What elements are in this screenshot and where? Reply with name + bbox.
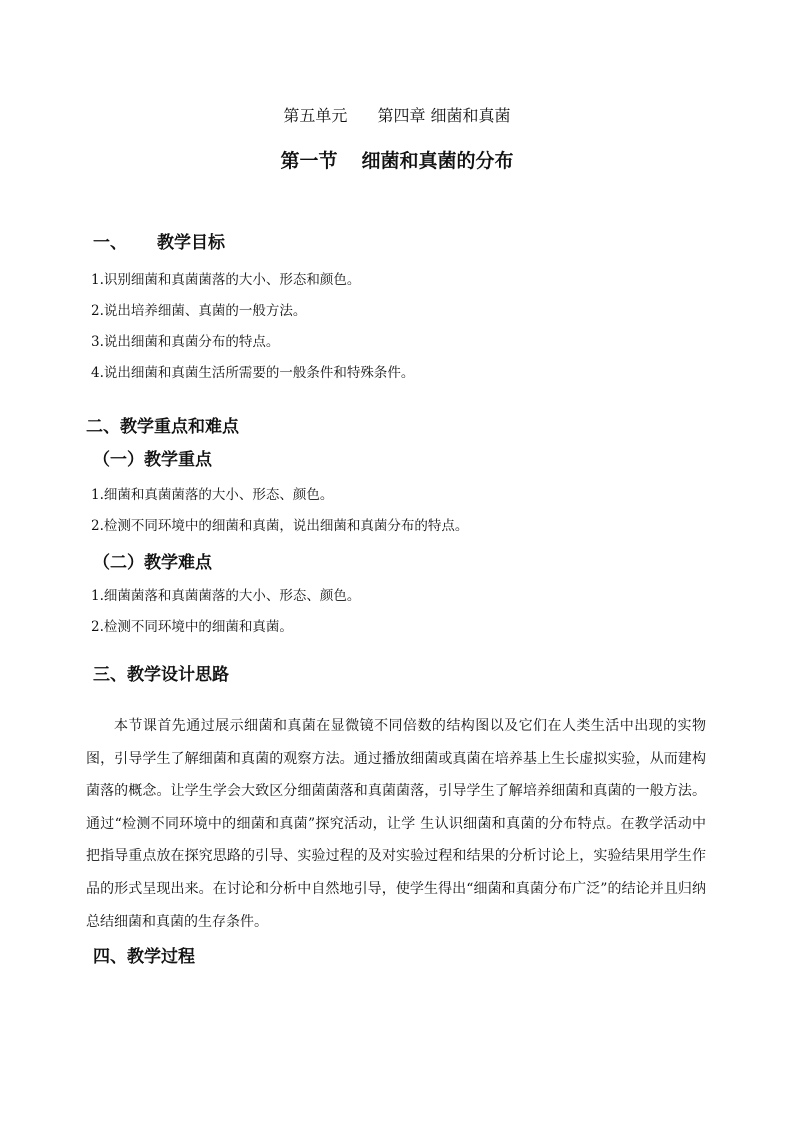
unit-chapter-line [0, 103, 794, 126]
unit-label: 第五单元 [283, 106, 348, 125]
list-item: 1.细菌和真菌菌落的大小、形态、颜色。 [91, 487, 334, 503]
list-item: 2.检测不同环境中的细菌和真菌，说出细菌和真菌分布的特点。 [91, 518, 469, 534]
design-paragraph [86, 710, 706, 938]
focus-heading: （一）教学重点 [93, 450, 212, 470]
list-item: 1.细菌菌落和真菌菌落的大小、形态、颜色。 [91, 588, 361, 604]
list-item: 1.识别细菌和真菌菌落的大小、形态和颜色。 [91, 272, 361, 288]
key-points-heading: 二、教学重点和难点 [86, 417, 239, 437]
objectives-heading [93, 228, 225, 253]
list-item: 4.说出细菌和真菌生活所需要的一般条件和特殊条件。 [91, 365, 415, 381]
section-title [0, 146, 794, 173]
list-item: 2.说出培养细菌、真菌的一般方法。 [91, 303, 307, 319]
list-item: 3.说出细菌和真菌分布的特点。 [91, 334, 280, 350]
objectives-heading-text: 教学目标 [157, 233, 225, 253]
difficulty-heading: （二）教学难点 [93, 553, 212, 573]
design-heading: 三、教学设计思路 [93, 665, 229, 685]
section-name: 细菌和真菌的分布 [361, 150, 514, 172]
chapter-title: 细菌和真菌 [430, 106, 511, 125]
process-heading: 四、教学过程 [93, 947, 195, 967]
list-item: 2.检测不同环境中的细菌和真菌。 [91, 619, 293, 635]
design-paragraph-text: 本节课首先通过展示细菌和真菌在显微镜不同倍数的结构图以及它们在人类生活中出现的实物图，引导学生了解细菌和真菌的观察方法。通过播放细菌或真菌在培养基上生长虚拟实验，从而建构菌落的概念。让学生学会大致区分细菌菌落和真菌菌落，引导学生了解培养细菌和真菌的一般方法。通过“检测不同环境中的细菌和真菌”探究活动，让学 生认识细菌和真菌的分布特点。在教学活动中把指导重点放在探究思路的引导、实验过程的及对实验过程和结果的分析讨论上，实验结果用学生作品的形式呈现出来。在讨论和分析中自然地引导，使学生得出“细菌和真菌分布广泛”的结论并且归纳总结细菌和真菌的生存条件。 [86, 718, 706, 930]
section-number: 第一节 [280, 150, 338, 172]
chapter-label: 第四章 [377, 106, 426, 125]
objectives-heading-num: 一、 [93, 233, 127, 253]
